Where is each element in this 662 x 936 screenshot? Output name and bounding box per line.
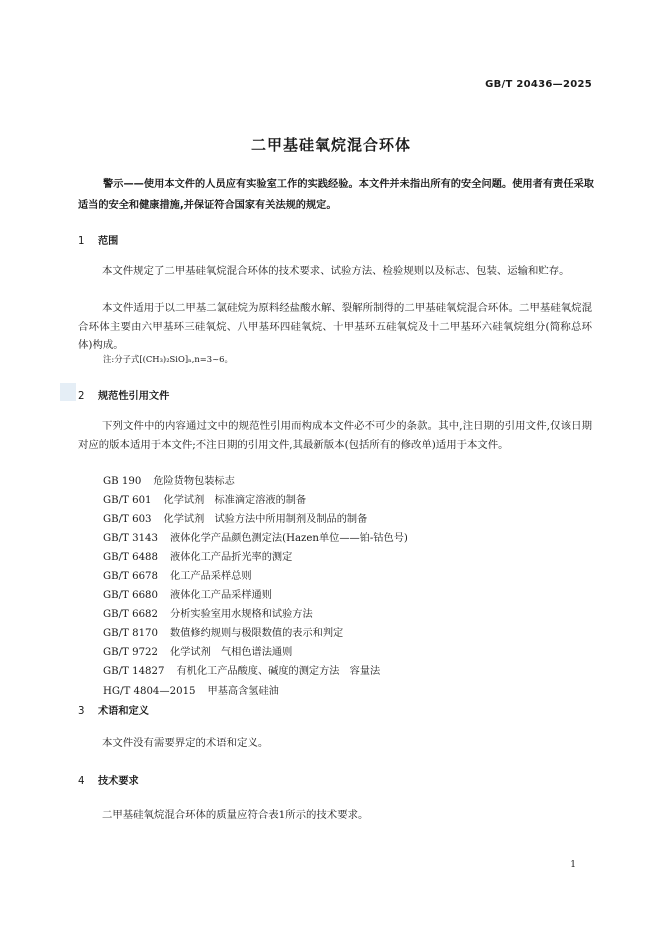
reference-code: GB/T 8170: [103, 628, 159, 640]
reference-code: GB/T 6488: [103, 552, 159, 564]
reference-title: 甲基高含氢硅油: [207, 685, 279, 697]
reference-title: 化学试剂 试验方法中所用制剂及制品的制备: [163, 514, 368, 526]
section-4-paragraph: 二甲基硅氧烷混合环体的质量应符合表1所示的技术要求。: [102, 809, 369, 821]
section-1-paragraph-1: 本文件规定了二甲基硅氧烷混合环体的技术要求、试验方法、检验规则以及标志、包装、运输和贮存。: [102, 265, 570, 277]
section-number: 3: [78, 706, 85, 717]
section-number: 2: [78, 391, 85, 402]
reference-title: 化学试剂 气相色谱法通则: [170, 647, 293, 659]
reference-item: [103, 682, 408, 701]
reference-item: [103, 510, 408, 529]
section-title: 术语和定义: [98, 706, 149, 717]
section-3-paragraph: 本文件没有需要界定的术语和定义。: [102, 737, 269, 749]
page-number: 1: [570, 860, 576, 870]
document-title: 二甲基硅氧烷混合环体: [250, 136, 411, 154]
section-2-intro: 下列文件中的内容通过文中的规范性引用而构成本文件必不可少的条款。其中,注日期的引用文件,仅该日期对应的版本适用于本文件;不注日期的引用文件,其最新版本(包括所有的修改单)适用于本文件。: [78, 420, 592, 451]
reference-item: [103, 472, 408, 491]
safety-warning: 警示——使用本文件的人员应有实验室工作的实践经验。本文件并未指出所有的安全问题。使用者有责任采取适当的安全和健康措施,并保证符合国家有关法规的规定。: [78, 179, 594, 211]
standard-number: GB/T 20436—2025: [485, 79, 592, 90]
reference-item: [103, 567, 408, 586]
reference-code: GB 190: [103, 476, 142, 487]
reference-code: GB/T 6680: [103, 590, 159, 602]
reference-title: 化工产品采样总则: [170, 571, 252, 583]
section-3-heading: [78, 702, 149, 717]
reference-title: 分析实验室用水规格和试验方法: [170, 609, 313, 621]
reference-title: 化学试剂 标准滴定溶液的制备: [163, 495, 307, 507]
reference-title: 数值修约规则与极限数值的表示和判定: [170, 628, 344, 640]
reference-title: 危险货物包装标志: [153, 476, 235, 487]
section-1-note: 注:分子式[(CH₃)₂SiO]ₙ,n=3~6。: [103, 354, 233, 364]
reference-code: GB/T 3143: [103, 533, 159, 545]
reference-item: [103, 662, 408, 681]
section-title: 范围: [98, 236, 119, 247]
margin-highlight: [60, 383, 76, 401]
reference-code: HG/T 4804—2015: [103, 685, 196, 697]
reference-title: 液体化学产品颜色测定法(Hazen单位——铂-钴色号): [170, 533, 408, 545]
reference-item: [103, 491, 408, 510]
reference-code: GB/T 6678: [103, 571, 159, 583]
section-number: 1: [78, 236, 85, 247]
section-number: 4: [78, 776, 85, 787]
reference-code: GB/T 603: [103, 514, 152, 526]
section-title: 技术要求: [98, 776, 139, 787]
reference-item: [103, 605, 408, 624]
section-4-heading: [78, 772, 139, 787]
reference-code: GB/T 14827: [103, 666, 165, 678]
section-title: 规范性引用文件: [98, 391, 170, 402]
reference-title: 液体化工产品采样通则: [170, 590, 272, 602]
reference-item: [103, 529, 408, 548]
reference-title: 液体化工产品折光率的测定: [170, 552, 293, 564]
reference-item: [103, 643, 408, 662]
reference-title: 有机化工产品酸度、碱度的测定方法 容量法: [176, 666, 381, 678]
section-1-heading: [78, 232, 118, 247]
section-1-paragraph-2: 本文件适用于以二甲基二氯硅烷为原料经盐酸水解、裂解所制得的二甲基硅氧烷混合环体。二甲基硅氧烷混合环体主要由六甲基环三硅氧烷、八甲基环四硅氧烷、十甲基环五硅氧烷及十二甲基环六硅氧烷组分(简称总环体)构成。: [78, 302, 592, 351]
reference-code: GB/T 9722: [103, 647, 159, 659]
reference-code: GB/T 6682: [103, 609, 159, 621]
section-2-heading: [78, 387, 169, 402]
reference-item: [103, 586, 408, 605]
reference-code: GB/T 601: [103, 495, 152, 507]
reference-item: [103, 548, 408, 567]
reference-list: [103, 472, 408, 701]
reference-item: [103, 624, 408, 643]
